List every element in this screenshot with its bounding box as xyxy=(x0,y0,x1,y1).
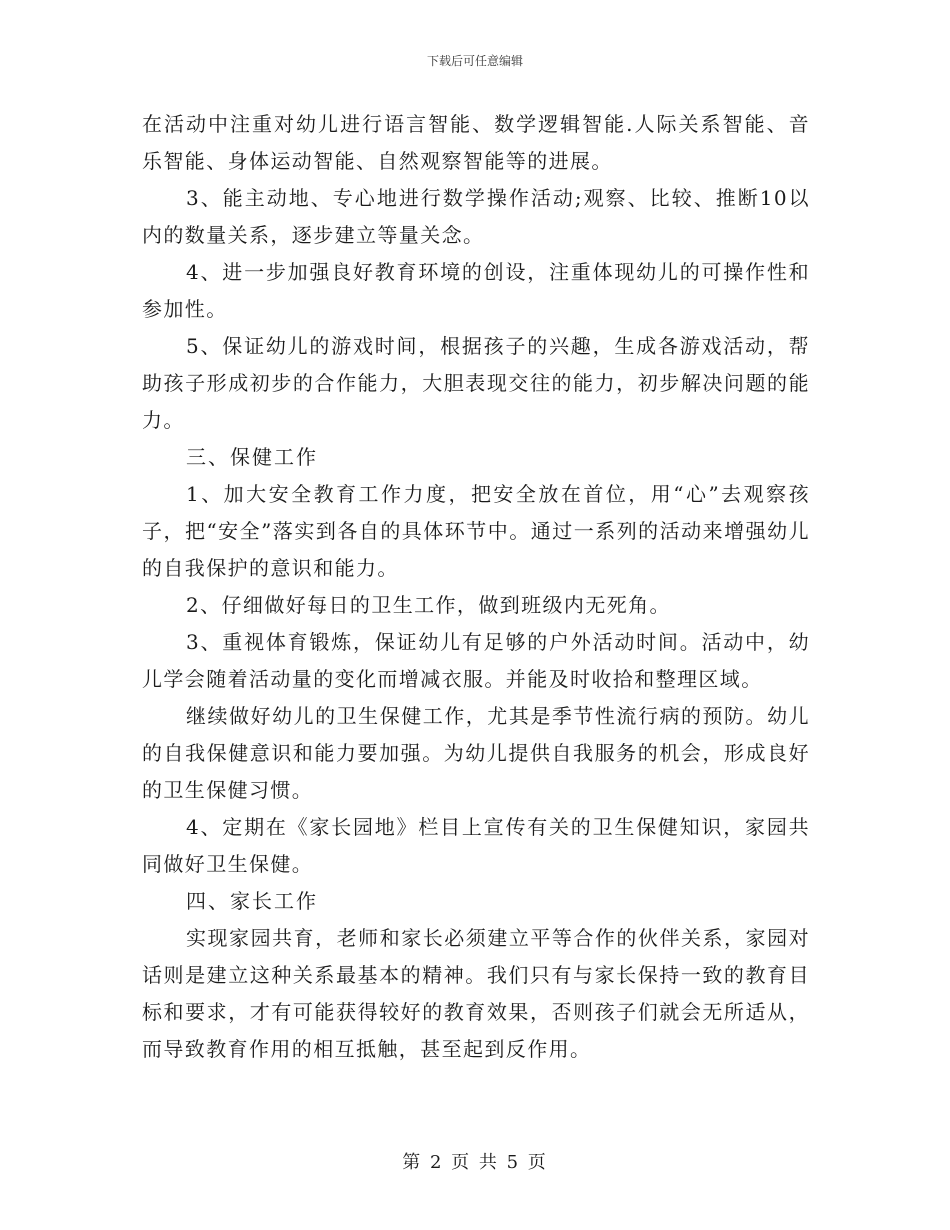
section-heading-health: 三、保健工作 xyxy=(186,445,318,469)
paragraph-health-2: 2、仔细做好每日的卫生工作，做到班级内无死角。 xyxy=(186,593,671,617)
paragraph-item-3: 3、能主动地、专心地进行数学操作活动;观察、比较、推断10以内的数量关系，逐步建立等量关念。 xyxy=(142,186,810,247)
paragraph-health-3: 3、重视体育锻炼，保证幼儿有足够的户外活动时间。活动中，幼儿学会随着活动量的变化而增减衣服。并能及时收拾和整理区域。 xyxy=(142,630,810,691)
paragraph-health-4: 4、定期在《家长园地》栏目上宣传有关的卫生保健知识，家园共同做好卫生保健。 xyxy=(142,815,810,876)
paragraph-item-4: 4、进一步加强良好教育环境的创设，注重体现幼儿的可操作性和参加性。 xyxy=(142,260,810,321)
paragraph-parents-1: 实现家园共育，老师和家长必须建立平等合作的伙伴关系，家园对话则是建立这种关系最基本的精神。我们只有与家长保持一致的教育目标和要求，才有可能获得较好的教育效果，否则孩子们就会无所适从，而导致教育作用的相互抵触，甚至起到反作用。 xyxy=(142,926,810,1061)
document-body xyxy=(142,106,810,1068)
paragraph-continuation: 在活动中注重对幼儿进行语言智能、数学逻辑智能.人际关系智能、音乐智能、身体运动智能、自然观察智能等的进展。 xyxy=(142,112,810,173)
section-heading-parents: 四、家长工作 xyxy=(186,889,318,913)
header-note: 下载后可任意编辑 xyxy=(426,54,523,68)
paragraph-health-1: 1、加大安全教育工作力度，把安全放在首位，用“心”去观察孩子，把“安全”落实到各自的具体环节中。通过一系列的活动来增强幼儿的自我保护的意识和能力。 xyxy=(142,482,810,580)
paragraph-health-continue: 继续做好幼儿的卫生保健工作，尤其是季节性流行病的预防。幼儿的自我保健意识和能力要加强。为幼儿提供自我服务的机会，形成良好的卫生保健习惯。 xyxy=(142,704,810,802)
paragraph-item-5: 5、保证幼儿的游戏时间，根据孩子的兴趣，生成各游戏活动，帮助孩子形成初步的合作能力，大胆表现交往的能力，初步解决问题的能力。 xyxy=(142,334,810,432)
page-number: 第 2 页 共 5 页 xyxy=(402,1152,548,1173)
